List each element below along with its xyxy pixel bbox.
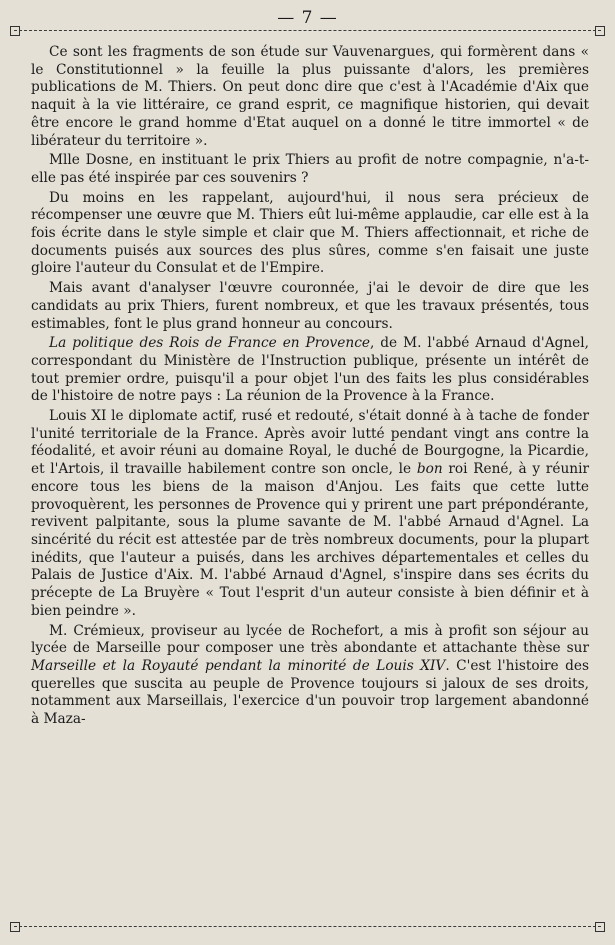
text-run: . C'est l'histoire des querelles que suscita au peuple de Provence toujours si jaloux de ses droits, notamment aux Marseillais, l'exercice d'un pouvoir trop largement abandonné à Maza- [31,657,589,728]
text-run: Mlle Dosne, en instituant le prix Thiers au profit de notre compagnie, n'a-t-elle pas été inspirée par ces souvenirs ? [31,152,589,186]
text-run: Louis XI le diplomate actif, rusé et redouté, s'était donné à à tache de fonder l'unité territoriale de la France. Après avoir lutté pendant vingt ans contre la féodalité, et avoir réuni au domaine Royal, le duché de Bourgogne, la Picardie, et l'Artois, il travaille habilement contre son oncle, le [31,408,589,478]
text-body [31,44,589,731]
paragraph [31,280,589,333]
top-rule [14,30,601,31]
text-run: roi René, à y réunir encore tous les biens de la maison d'Anjou. Les faits que cette lutte provoquèrent, les personnes de Provence qui y prirent une part prépondérante, revivent palpitante, sous la plume savante de M. l'abbé Arnaud d'Agnel. La sincérité du récit est attestée par de très nombreux documents, pour la plupart inédits, que l'auteur a puisés, dans les archives départementales et celles du Palais de Justice d'Aix. M. l'abbé Arnaud d'Agnel, s'inspire dans ses écrits du précepte de La Bruyère « Tout l'esprit d'un auteur consiste à bien définir et à bien peindre ». [31,461,589,619]
text-run: Mais avant d'analyser l'œuvre couronnée, j'ai le devoir de dire que les candidats au prix Thiers, furent nombreux, et que les travaux présentés, tous estimables, font le plus grand honneur au concours. [31,280,589,332]
italic-title: La politique des Rois de France en Provence [49,335,370,352]
paragraph [31,190,589,279]
paragraph [31,152,589,187]
text-run: M. Crémieux, proviseur au lycée de Rochefort, a mis à profit son séjour au lycée de Marseille pour composer une très abondante et attachante thèse sur [31,622,589,657]
italic-title: bon [416,461,443,478]
corner-ornament-top-right [595,26,605,36]
italic-title: Marseille et la Royauté pendant la minorité de Louis XIV [31,657,446,674]
paragraph [31,623,589,729]
page-number: — 7 — [277,8,338,28]
paragraph [31,335,589,406]
text-run: Ce sont les fragments de son étude sur Vauvenargues, qui formèrent dans « le Constitutionnel » la feuille la plus puissante d'alors, les premières publications de M. Thiers. On peut donc dire que c'est à l'Académie d'Aix que naquit à la vie littéraire, ce grand esprit, ce magnifique historien, qui devait être encore le grand homme d'Etat auquel on a donné le titre immortel « de libérateur du territoire ». [31,44,589,149]
bottom-rule [14,926,601,927]
text-run: Du moins en les rappelant, aujourd'hui, il nous sera précieux de récompenser une œuvre que M. Thiers eût lui-même applaudie, car elle est à la fois écrite dans le style simple et clair que M. Thiers affectionnait, et riche de documents puisés aux sources des plus sûres, comme s'en faisait une juste gloire l'auteur du Consulat et de l'Empire. [31,189,589,277]
corner-ornament-bottom-right [595,922,605,932]
paragraph [31,408,589,620]
corner-ornament-bottom-left [10,922,20,932]
text-run: , de M. l'abbé Arnaud d'Agnel, correspondant du Ministère de l'Instruction publique, présente un intérêt de tout premier ordre, puisqu'il a pour objet l'un des faits les plus considérables de l'histoire de notre pays : La réunion de la Provence à la France. [31,335,589,405]
paragraph [31,44,589,150]
corner-ornament-top-left [10,26,20,36]
